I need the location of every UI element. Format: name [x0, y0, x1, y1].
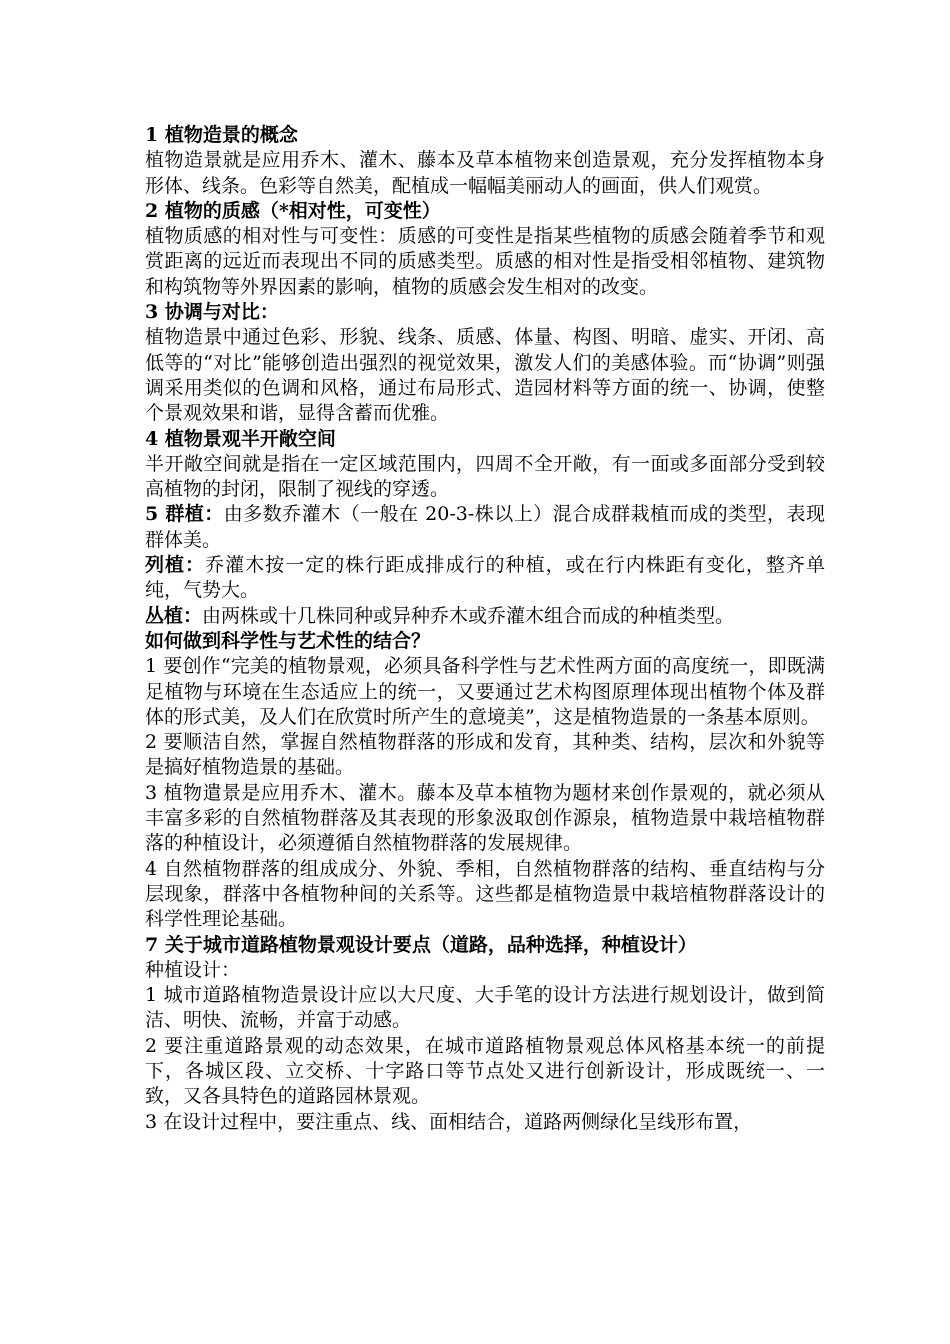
paragraph-4 — [145, 452, 825, 503]
paragraph-cluster-planting — [145, 604, 825, 629]
term-label: 列植： — [145, 554, 206, 577]
paragraph-1 — [145, 148, 825, 199]
paragraph-7 — [145, 781, 825, 857]
paragraph-text: 半开敞空间就是指在一定区域范围内，四周不全开敞，有一面或多面部分受到较高植物的封闭，限制了视线的穿透。 — [145, 452, 825, 501]
heading-text: 3 协调与对比： — [145, 301, 279, 324]
paragraph-text: 3 植物遣景是应用乔木、灌木。藤本及草本植物为题材来创作景观的，就必须从丰富多彩的自然植物群落及其表现的形象汲取创作源泉，植物造景中栽培植物群落的种植设计，必须遵循自然植物群落的发展规律。 — [145, 781, 825, 855]
document-body — [145, 123, 825, 1135]
heading-1 — [145, 123, 825, 148]
heading-text: 2 植物的质感（*相对性，可变性） — [145, 199, 441, 222]
paragraph-2 — [145, 224, 825, 300]
paragraph-10 — [145, 983, 825, 1034]
term-definition: 由多数乔灌木（一般在 20-3-株以上）混合成群栽植而成的类型，表现群体美。 — [145, 503, 825, 551]
paragraph-3 — [145, 325, 825, 426]
heading-text: 1 植物造景的概念 — [145, 124, 298, 146]
heading-5 — [145, 629, 825, 654]
term-definition: 乔灌木按一定的株行距成排成行的种植，或在行内株距有变化，整齐单纯，气势大。 — [145, 554, 825, 602]
paragraph-text: 3 在设计过程中，要注重点、线、面相结合，道路两侧绿化呈线形布置， — [145, 1110, 753, 1133]
heading-4 — [145, 427, 825, 452]
paragraph-9 — [145, 958, 825, 983]
paragraph-12 — [145, 1110, 825, 1135]
heading-text: 4 植物景观半开敞空间 — [145, 427, 336, 450]
heading-3 — [145, 300, 825, 325]
paragraph-11 — [145, 1034, 825, 1110]
paragraph-row-planting — [145, 553, 825, 604]
paragraph-5 — [145, 654, 825, 730]
term-label: 5 群植： — [145, 503, 224, 526]
paragraph-text: 种植设计： — [145, 958, 241, 981]
heading-text: 7 关于城市道路植物景观设计要点（道路，品种选择，种植设计） — [145, 933, 697, 956]
paragraph-text: 2 要注重道路景观的动态效果，在城市道路植物景观总体风格基本统一的前提下，各城区段、立交桥、十字路口等节点处又进行创新设计，形成既统一、一致，又各具特色的道路园林景观。 — [145, 1034, 825, 1108]
paragraph-text: 1 城市道路植物造景设计应以大尺度、大手笔的设计方法进行规划设计，做到简洁、明快、流畅，并富于动感。 — [145, 984, 825, 1032]
heading-text: 如何做到科学性与艺术性的结合？ — [145, 629, 431, 652]
paragraph-text: 1 要创作“完美的植物景观，必须具备科学性与艺术性两方面的高度统一，即既满足植物与环境在生态适应上的统一，又要通过艺术构图原理体现出植物个体及群体的形式美，及人们在欣赏时所产生的意境美”，这是植物造景的一条基本原则。 — [145, 655, 825, 728]
paragraph-6 — [145, 730, 825, 781]
heading-2 — [145, 199, 825, 224]
paragraph-text: 2 要顺洁自然，掌握自然植物群落的形成和发育，其种类、结构，层次和外貌等是搞好植物造景的基础。 — [145, 731, 825, 779]
term-label: 丛植： — [145, 604, 203, 627]
paragraph-text: 植物造景中通过色彩、形貌、线条、质感、体量、构图、明暗、虚实、开闭、高低等的“对比”能够创造出强烈的视觉效果，激发人们的美感体验。而“协调”则强调采用类似的色调和风格，通过布局形式、造园材料等方面的统一、协调，使整个景观效果和谐，显得含蓄而优雅。 — [145, 326, 825, 425]
paragraph-text: 植物质感的相对性与可变性：质感的可变性是指某些植物的质感会随着季节和观赏距离的远近而表现出不同的质感类型。质感的相对性是指受相邻植物、建筑物和构筑物等外界因素的影响，植物的质感会发生相对的改变。 — [145, 225, 825, 298]
paragraph-group-planting — [145, 502, 825, 553]
paragraph-8 — [145, 857, 825, 933]
term-definition: 由两株或十几株同种或异种乔木或乔灌木组合而成的种植类型。 — [202, 604, 735, 627]
paragraph-text: 4 自然植物群落的组成成分、外貌、季相，自然植物群落的结构、垂直结构与分层现象，群落中各植物种间的关系等。这些都是植物造景中栽培植物群落设计的科学性理论基础。 — [145, 857, 825, 931]
paragraph-text: 植物造景就是应用乔木、灌木、藤本及草本植物来创造景观，充分发挥植物本身形体、线条。色彩等自然美，配植成一幅幅美丽动人的画面，供人们观赏。 — [145, 149, 825, 197]
heading-6 — [145, 933, 825, 958]
